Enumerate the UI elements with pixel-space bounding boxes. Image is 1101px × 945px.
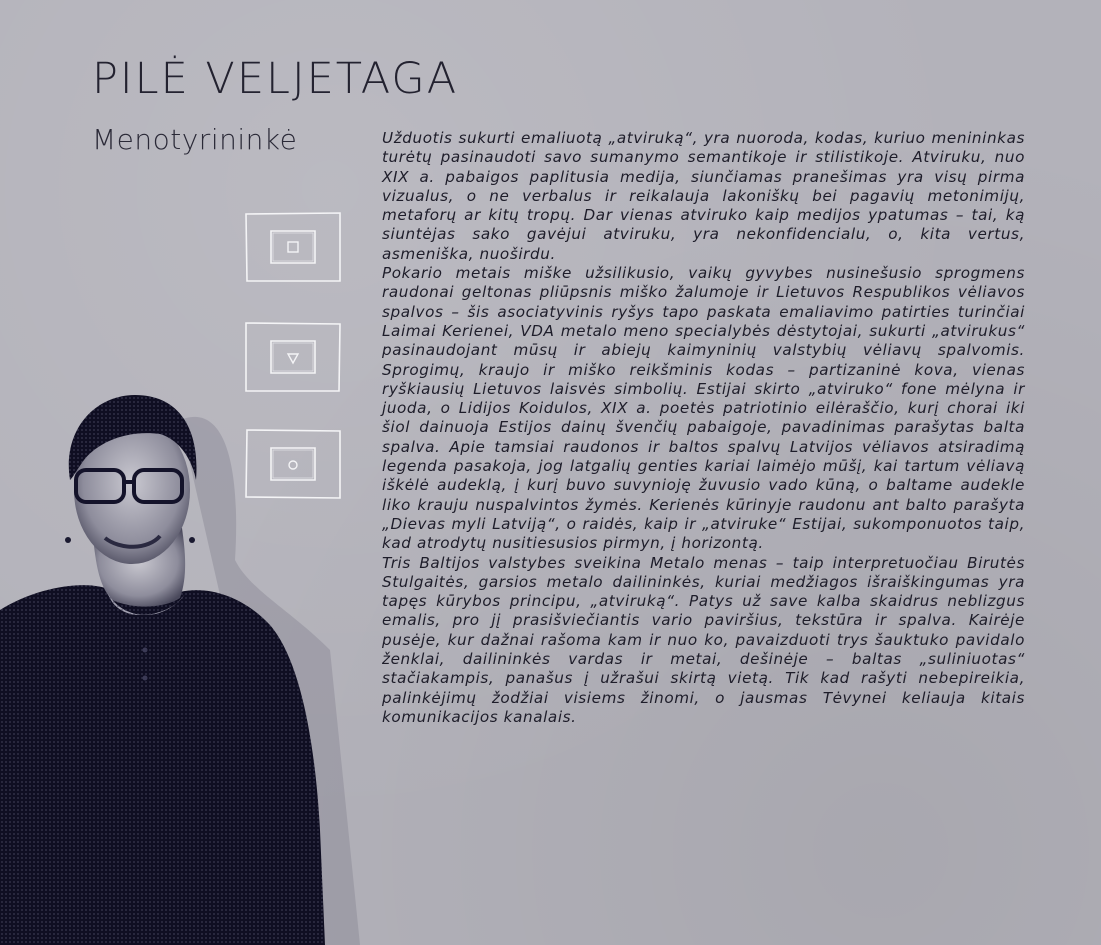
square-symbol-icon [244, 211, 342, 283]
author-name: PILĖ VELJETAGA [92, 54, 459, 104]
article-paragraph: Užduotis sukurti emaliuotą „atviruką“, yra nuoroda, kodas, kuriuo menininkas turėtų pasinaudoti savo sumanymo semantikoje ir stilistikoje. Atviruku, nuo XIX a. pabaigos paplitusia medija, siunčiamas pranešimas yra visų pirma vizualus, o ne verbalus ir reikalauja lakoniškų bei pagavių metonimijų, metaforų ar kitų tropų. Dar vienas atviruko kaip medijos ypatumas – tai, ką siuntėjas sako gavėjui atviruku, yra nekonfidencialu, o, kita vertus, asmeniška, nuoširdu. [382, 129, 1025, 263]
author-role: Menotyrininkė [92, 123, 298, 156]
article-paragraph: Pokario metais miške užsilikusio, vaikų gyvybes nusinešusio sprogmens raudonai geltonas pliūpsnis miško žalumoje ir Lietuvos Respublikos vėliavos spalvos – šis asociatyvinis ryšys tapo paskata emaliavimo patirties turinčiai Laimai Kerienei, VDA metalo meno specialybės dėstytojai, sukurti „atvirukus“ pasinaudojant mūsų ir abiejų kaimyninių valstybių vėliavų spalvomis. Sprogimų, kraujo ir miško reikšminis kodas – partizaninė kova, vienas ryškiausių Lietuvos laisvės simbolių. Estijai skirto „atviruko“ fone mėlyna ir juoda, o Lidijos Koidulos, XIX a. poetės patriotinio eilėraščio, kurį chorai iki šiol dainuoja Estijos dainų švenčių pabaigoje, pavadinimas parašytas balta spalva. Apie tamsiai raudonos ir baltos spalvų Latvijos vėliavos atsiradimą legenda pasakoja, jog latgalių genties kariai laimėjo mūšį, kai tartum vėliavą iškėlė audeklą, į kurį buvo suvynioję žuvusio vado kūną, o baltame audekle liko krauju nuspalvintos žymės. Kerienės kūrinyje raudonu ant balto parašyta „Dievas myli Latviją“, o raidės, kaip ir „atviruke“ Estijai, sukomponuotos taip, kad atrodytų nusitiesusios pirmyn, į horizontą. [382, 264, 1025, 553]
article-text [382, 129, 1025, 727]
portrait-photo [0, 360, 370, 945]
article-paragraph: Tris Baltijos valstybes sveikina Metalo menas – taip interpretuočiau Birutės Stulgaitės, garsios metalo dailininkės, kuriai medžiagos išraiškingumas yra tapęs kūrybos principu, „atviruką“. Patys už save kalba skaidrus neblizgus emalis, pro jį prasišviečiantis vario paviršius, tekstūra ir spalva. Kairėje pusėje, kur dažnai rašoma kam ir nuo ko, pavaizduoti trys šauktuko pavidalo ženklai, dailininkės vardas ir metai, dešinėje – baltas „suliniuotas“ stačiakampis, panašus į užrašui skirtą vietą. Tik kad rašyti nebepireikia, palinkėjimų žodžiai visiems žinomi, o jausmas Tėvynei keliauja kitais komunikacijos kanalais. [382, 553, 1025, 726]
